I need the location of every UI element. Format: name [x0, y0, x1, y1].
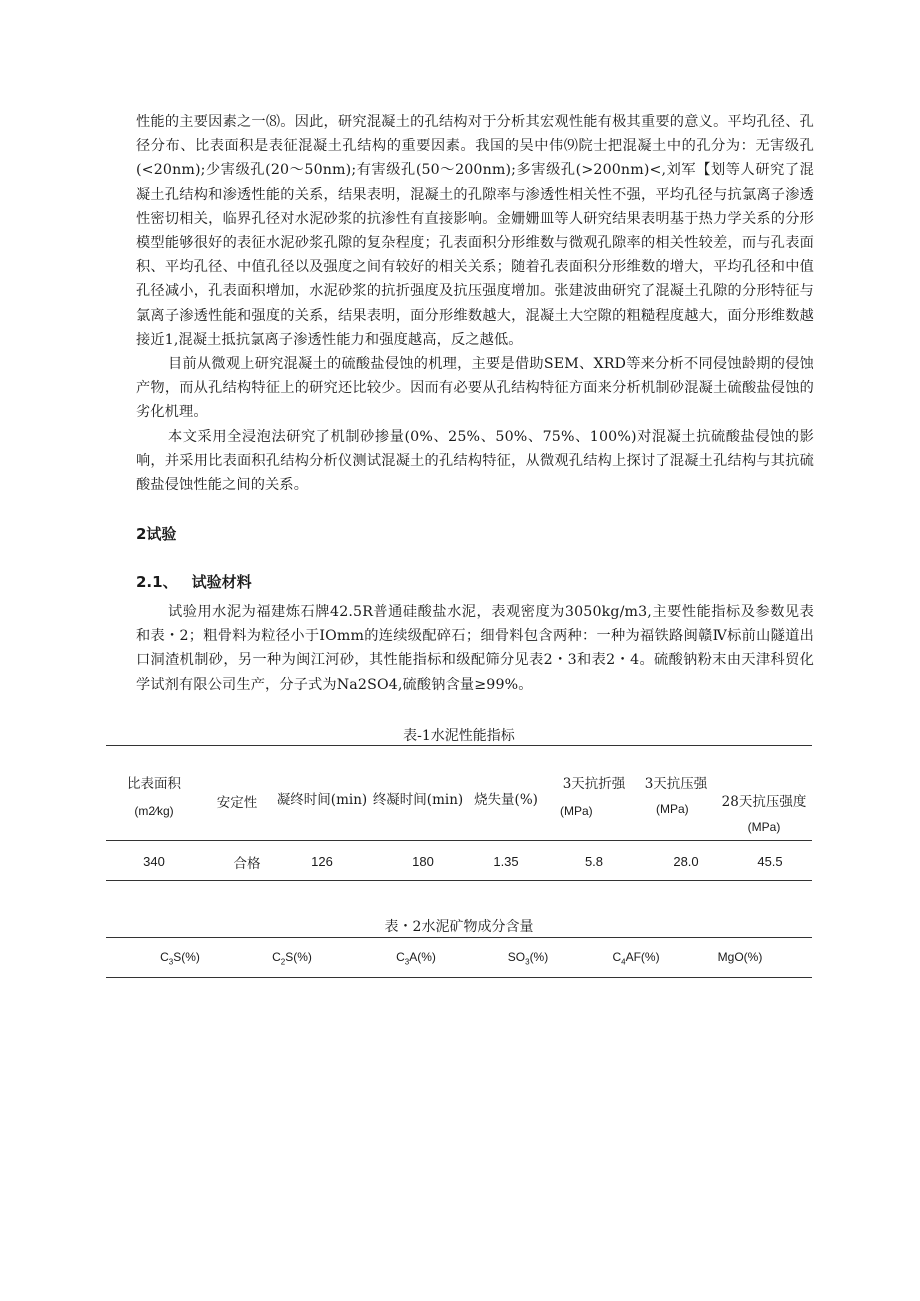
table1-cell-3d-flexural: 5.8	[584, 854, 604, 869]
subsection-heading-materials	[136, 571, 252, 592]
table1-cell-3d-compressive: 28.0	[673, 854, 699, 869]
paragraph-materials: 试验用水泥为福建炼石牌42.5R普通硅酸盐水泥，表观密度为3050kg∕m3,主要性能指标及参数见表和表・2；粗骨料为粒径小于IOmm的连续级配碎石；细骨料包含两种：一种为福铁路闽赣Ⅳ标前山隧道出口洞渣机制砂，另一种为闽江河砂，其性能指标和级配筛分见表2・3和表2・4。硫酸钠粉末由天津科贸化学试剂有限公司生产，分子式为Na2SO4,硫酸钠含量≥99%。	[136, 604, 814, 693]
paragraph-study-scope: 本文采用全浸泡法研究了机制砂掺量(0%、25%、50%、75%、100%)对混凝土抗硫酸盐侵蚀的影响，并采用比表面积孔结构分析仪测试混凝土的孔结构特征，从微观孔结构上探讨了混凝土孔结构与其抗硫酸盐侵蚀性能之间的关系。	[136, 429, 814, 494]
table1-cell-loss-on-ignition: 1.35	[493, 854, 519, 869]
table1-header-initial-set: 凝终时间(min)	[276, 792, 368, 808]
table2-header-c4af: $C_4AF(\%)$	[612, 950, 660, 967]
table2-top-rule	[106, 937, 812, 938]
table1-header-28d-compressive: 28天抗压强度 (MPa)	[721, 794, 807, 834]
table1-header-loss-on-ignition: 烧失量(%)	[474, 792, 538, 808]
table1-bottom-rule	[106, 880, 812, 881]
table2-header-c2s: $C_2S(\%)$	[272, 950, 312, 967]
table2-header-rule	[106, 977, 812, 978]
table1-header-3d-compressive: 3天抗压强 (MPa)	[644, 776, 708, 816]
table2-header-so3: $SO_3(\%)$	[507, 950, 549, 967]
table1-cell-specific-surface: 340	[143, 854, 165, 869]
table2-caption: 表・2水泥矿物成分含量	[384, 919, 534, 935]
subsection-number: 2.1、	[136, 573, 178, 591]
paragraph-pore-structure-review: 性能的主要因素之一⑻。因此，研究混凝土的孔结构对于分析其宏观性能有极其重要的意义。平均孔径、孔径分布、比表面积是表征混凝土孔结构的重要因素。我国的吴中伟⑼院士把混凝土中的孔分为：无害级孔(<20nm);少害级孔(20～50nm);有害级孔(50～200nm);多害级孔(>200nm)<,刘军【划等人研究了混凝土孔结构和渗透性能的关系，结果表明，混凝土的孔隙率与渗透性相关性不强，平均孔径与抗氯离子渗透性密切相关，临界孔径对水泥砂浆的抗渗性有直接影响。金姗姗皿等人研究结果表明基于热力学关系的分形模型能够很好的表征水泥砂浆孔隙的复杂程度；孔表面积分形维数与微观孔隙率的相关性较差，而与孔表面积、平均孔径、中值孔径以及强度之间有较好的相关关系；随着孔表面积分形维数的增大，平均孔径和中值孔径减小，孔表面积增加，水泥砂浆的抗折强度及抗压强度增加。张建波曲研究了混凝土孔隙的分形特征与氯离子渗透性能和强度的关系，结果表明，面分形维数越大，混凝土大空隙的粗糙程度越大，面分形维数越接近1,混凝土抵抗氯离子渗透性能力和强度越高，反之越低。	[136, 114, 814, 348]
table1-cell-soundness: 合格	[233, 856, 261, 872]
table2-header-mgo: MgO(%)	[717, 950, 763, 964]
table1-header-3d-flexural: 3天抗折强 (MPa)	[560, 776, 626, 818]
table1-cell-final-set: 180	[412, 854, 434, 869]
table1-header-final-set: 终凝时间(min)	[372, 792, 464, 808]
table1-cell-28d-compressive: 45.5	[757, 854, 783, 869]
subsection-title: 试验材料	[191, 573, 252, 591]
paragraph-research-gap: 目前从微观上研究混凝土的硫酸盐侵蚀的机理，主要是借助SEM、XRD等来分析不同侵蚀龄期的侵蚀产物，而从孔结构特征上的研究还比较少。因而有必要从孔结构特征方面来分析机制砂混凝土硫酸盐侵蚀的劣化机理。	[136, 356, 814, 421]
table2-header-c3a: $C_3A(\%)$	[396, 950, 436, 967]
table1-header-specific-surface: 比表面积 (m2∕kg)	[127, 776, 181, 818]
table1-cell-initial-set: 126	[311, 854, 333, 869]
section-heading-experiment: 2试验	[136, 525, 177, 543]
table2-header-c3s: $C_3S(\%)$	[160, 950, 200, 967]
table1-top-rule	[106, 745, 812, 746]
table1-caption: 表-1水泥性能指标	[403, 728, 515, 744]
table1-header-rule	[106, 840, 812, 841]
table1-header-soundness: 安定性	[216, 795, 258, 811]
